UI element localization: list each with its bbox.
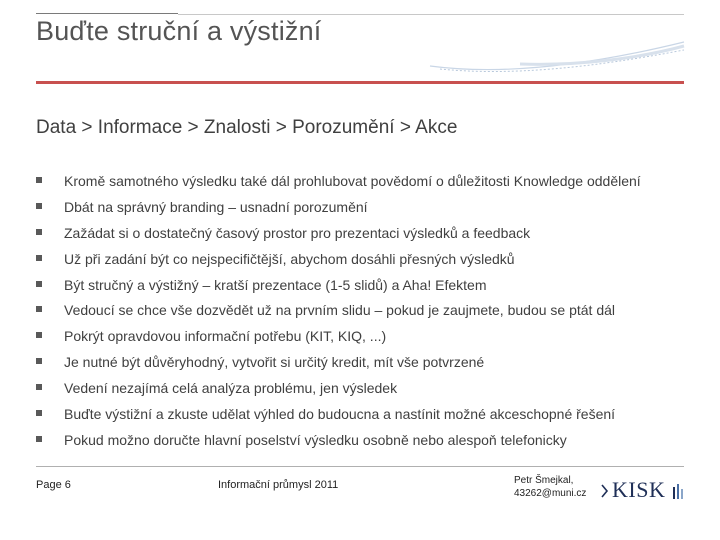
bullet-text: Kromě samotného výsledku také dál prohlubovat povědomí o důležitosti Knowledge oddělení <box>64 173 641 189</box>
bullet-text: Pokud možno doručte hlavní poselství výsledku osobně nebo alespoň telefonicky <box>64 431 567 448</box>
bullet-square-icon <box>36 436 42 442</box>
list-item <box>36 224 696 250</box>
bullet-square-icon <box>36 384 42 390</box>
decorative-swoosh <box>400 36 690 86</box>
list-item <box>36 250 696 276</box>
author-email: 43262@muni.cz <box>514 488 587 499</box>
logo-text: KISK <box>612 477 666 502</box>
bullet-square-icon <box>36 203 42 209</box>
list-item <box>36 405 696 431</box>
bullet-square-icon <box>36 255 42 261</box>
subheading: Data > Informace > Znalosti > Porozumění > Akce <box>36 117 458 138</box>
author-info <box>514 474 586 500</box>
list-item <box>36 431 696 457</box>
kisk-logo <box>600 477 688 503</box>
list-item <box>36 198 696 224</box>
bullet-text: Vedoucí se chce vše dozvědět už na prvním slidu – pokud je zaujmete, budou se ptát dál <box>64 302 616 319</box>
title-underline <box>36 81 684 84</box>
slide-title: Buďte struční a výstižní <box>36 16 322 46</box>
bullet-square-icon <box>36 358 42 364</box>
bullet-square-icon <box>36 177 42 183</box>
list-item <box>36 172 696 198</box>
header-rule-dark <box>36 13 178 14</box>
bullet-text: Zažádat si o dostatečný časový prostor pro prezentaci výsledků a feedback <box>64 224 531 241</box>
author-name: Petr Šmejkal, <box>514 475 574 486</box>
logo-chevron-icon <box>600 484 610 498</box>
bullet-text: Už při zadání být co nejspecifičtější, abychom dosáhli přesných výsledků <box>64 250 515 267</box>
list-item <box>36 276 696 302</box>
footer-rule <box>36 466 684 467</box>
bullet-square-icon <box>36 332 42 338</box>
bullet-text: Buďte výstižní a zkuste udělat výhled do budoucna a nastínit možné akceschopné řešení <box>64 406 616 423</box>
list-item <box>36 353 696 379</box>
bullet-text: Pokrýt opravdovou informační potřebu (KIT, KIQ, ...) <box>64 328 387 345</box>
bullet-square-icon <box>36 306 42 312</box>
bullet-square-icon <box>36 281 42 287</box>
bullet-square-icon <box>36 410 42 416</box>
list-item <box>36 301 696 327</box>
event-name: Informační průmysl 2011 <box>218 479 339 491</box>
page-number: Page 6 <box>36 479 71 491</box>
logo-bars-icon <box>672 481 684 501</box>
bullet-text: Dbát na správný branding – usnadní porozumění <box>64 198 368 215</box>
bullet-text: Je nutné být důvěryhodný, vytvořit si určitý kredit, mít vše potvrzené <box>64 354 485 371</box>
bullet-text: Být stručný a výstižný – kratší prezentace (1-5 slidů) a Aha! Efektem <box>64 276 487 293</box>
bullet-square-icon <box>36 229 42 235</box>
list-item <box>36 327 696 353</box>
header-rule-light <box>178 14 684 15</box>
list-item <box>36 379 696 405</box>
bullet-list <box>36 172 696 457</box>
bullet-text: Vedení nezajímá celá analýza problému, jen výsledek <box>64 380 398 397</box>
